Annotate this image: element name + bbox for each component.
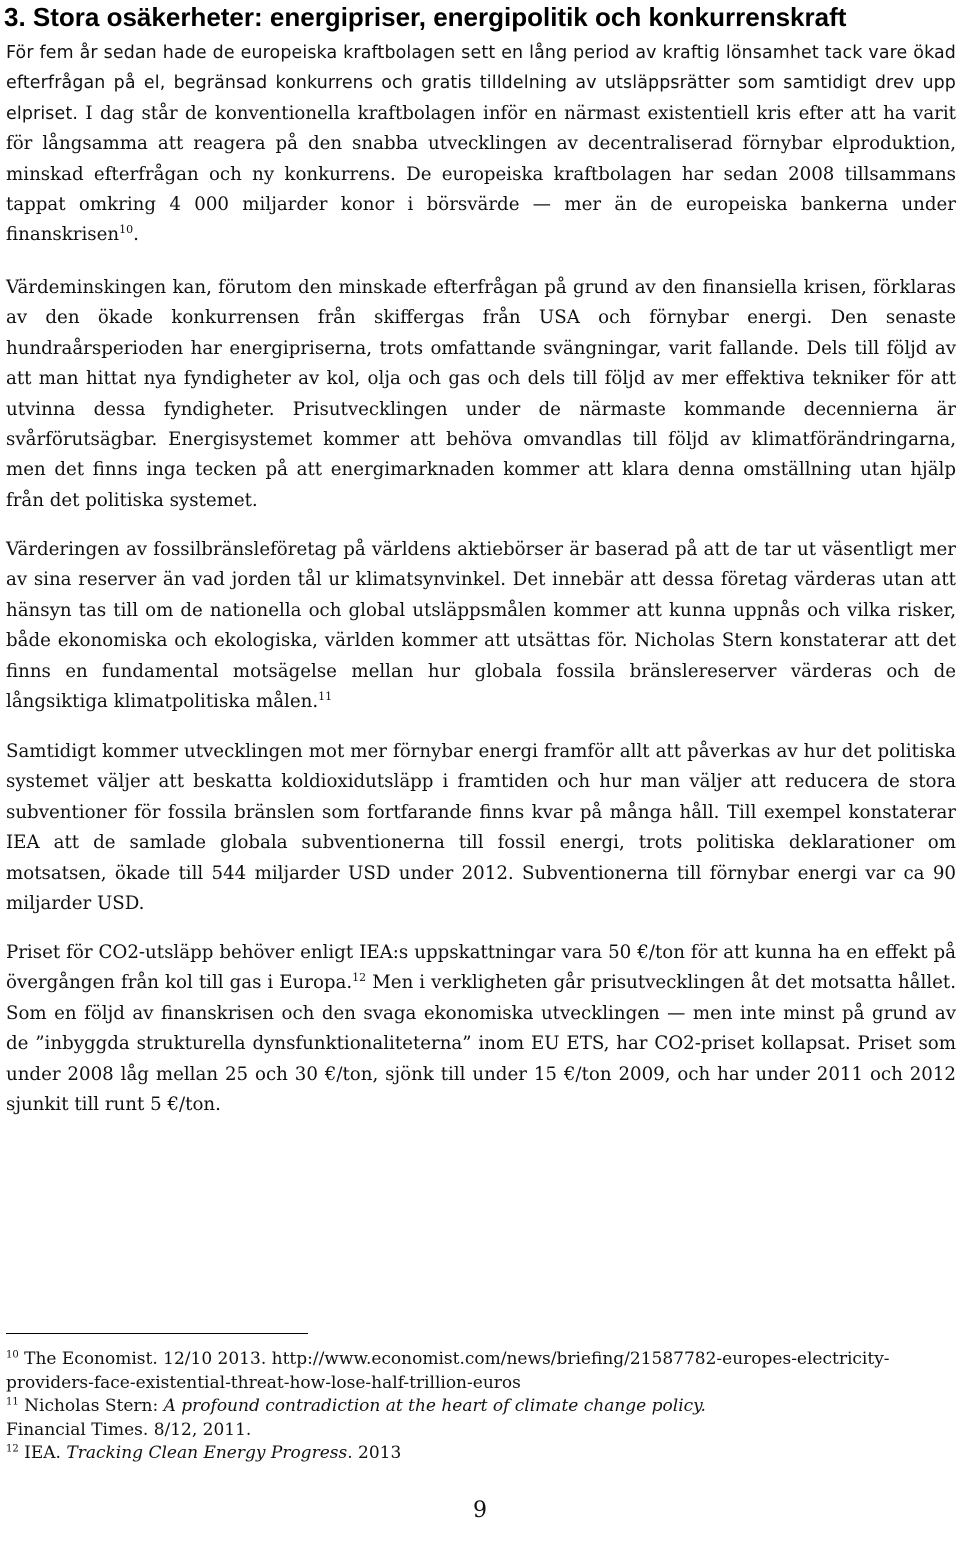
paragraph-2: Värdeminskingen kan, förutom den minskade efterfrågan på grund av den finansiella krisen, förklaras av den ökade konkurrensen från skiffergas från USA och förnybar energi. Den senaste hundraårsperioden har energipriserna, trots omfattande svängningar, varit fallande. Dels till följd av att man hittat nya fyndigheter av kol, olja och gas och dels till följd av mer effektiva tekniker för att utvinna dessa fyndigheter. Prisutvecklingen under de närmaste kommande decennierna är svårförutsägbar. Energisystemet kommer att behöva omvandlas till följd av klimatförändringarna, men det finns inga tecken på att energimarknaden kommer att klara denna omställning utan hjälp från det politiska systemet. <box>6 277 956 511</box>
paragraph-3-text: Värderingen av fossilbränsleföretag på världens aktiebörser är baserad på att de tar ut väsentligt mer av sina reserver än vad jorden tål ur klimatsynvinkel. Det innebär att dessa företag värderas utan att hänsyn tas till om de nationella och global utsläppsmålen kommer att kunna uppnås och vilka risker, både ekonomiska och ekologiska, världen kommer att utsättas för. Nicholas Stern konstaterar att det finns en fundamental motsägelse mellan hur globala fossila bränslereserver värderas och de långsiktiga klimatpolitiska målen. <box>6 539 956 713</box>
paragraph-5 <box>6 938 956 1120</box>
paragraph-3 <box>6 535 956 717</box>
footnote-11-prefix: Nicholas Stern: <box>18 1396 164 1416</box>
footnote-ref-11: 11 <box>318 689 333 703</box>
footnote-ref-12: 12 <box>352 971 367 985</box>
footnote-12-title: Tracking Clean Energy Progress <box>66 1443 348 1463</box>
footnote-11-title: A profound contradiction at the heart of climate change policy. <box>163 1396 706 1416</box>
footnote-divider <box>6 1333 308 1334</box>
footnote-11 <box>6 1395 956 1442</box>
paragraph-1-intro: För fem år sedan hade de europeiska kraftbolagen sett en lång period av kraftig lönsamhet tack vare ökad efterfrågan på el, begränsad konkurrens och gratis tilldelning av utsläppsrätter som samtidigt drev upp elpriset. <box>6 43 956 124</box>
footnote-12-number: 12 <box>6 1443 19 1455</box>
paragraph-4: Samtidigt kommer utvecklingen mot mer förnybar energi framför allt att påverkas av hur det politiska systemet väljer att beskatta koldioxidutsläpp i framtiden och hur man väljer att reducera de stora subventioner för fossila bränslen som fortfarande finns kvar på många håll. Till exempel konstaterar IEA att de samlade globala subventionerna till fossil energi, trots politiska deklarationer om motsatsen, ökade till 544 miljarder USD under 2012. Subventionerna till förnybar energi var ca 90 miljarder USD. <box>6 741 956 915</box>
paragraph-5-part-1: Priset för CO2-utsläpp behöver enligt IEA:s uppskattningar vara 50 €/ton för att kunna ha en effekt på övergången från kol till gas i Europa. <box>6 942 956 994</box>
paragraph-1-body: I dag står de konventionella kraftbolagen inför en närmast existentiell kris efter att ha varit för långsamma att reagera på den snabba utvecklingen av decentraliserad förnybar elproduktion, minskad efterfrågan och ny konkurrens. De europeiska kraftbolagen har sedan 2008 tillsammans tappat omkring 4 000 miljarder konor i börsvärde — mer än de europeiska bankerna under finanskrisen <box>6 102 956 246</box>
footnote-11-suffix: Financial Times. 8/12, 2011. <box>6 1419 252 1440</box>
footnote-10 <box>6 1348 956 1395</box>
section-heading: 3. Stora osäkerheter: energipriser, energipolitik och konkurrenskraft <box>4 2 847 32</box>
footnote-11-number: 11 <box>6 1396 19 1408</box>
footnote-10-text: The Economist. 12/10 2013. http://www.economist.com/news/briefing/21587782-europes-electricity-providers-face-existential-threat-how-lose-half-trillion-euros <box>6 1349 890 1393</box>
footnote-12-suffix: . 2013 <box>347 1443 402 1463</box>
footnote-10-number: 10 <box>6 1349 19 1361</box>
footnote-12-prefix: IEA. <box>18 1443 67 1463</box>
page-number: 9 <box>473 1498 487 1523</box>
paragraph-1 <box>6 38 956 251</box>
paragraph-1-end: . <box>133 224 139 246</box>
paragraph-5-part-2: Men i verkligheten går prisutvecklingen åt det motsatta hållet. Som en följd av finanskrisen och den svaga ekonomiska utvecklingen — men inte minst på grund av de ”inbyggda strukturella dynsfunktionaliteterna” inom EU ETS, har CO2-priset kollapsat. Priset som under 2008 låg mellan 25 och 30 €/ton, sjönk till under 15 €/ton 2009, och har under 2011 och 2012 sjunkit till runt 5 €/ton. <box>6 972 956 1116</box>
footnote-ref-10: 10 <box>119 223 134 237</box>
footnote-12 <box>6 1442 956 1466</box>
